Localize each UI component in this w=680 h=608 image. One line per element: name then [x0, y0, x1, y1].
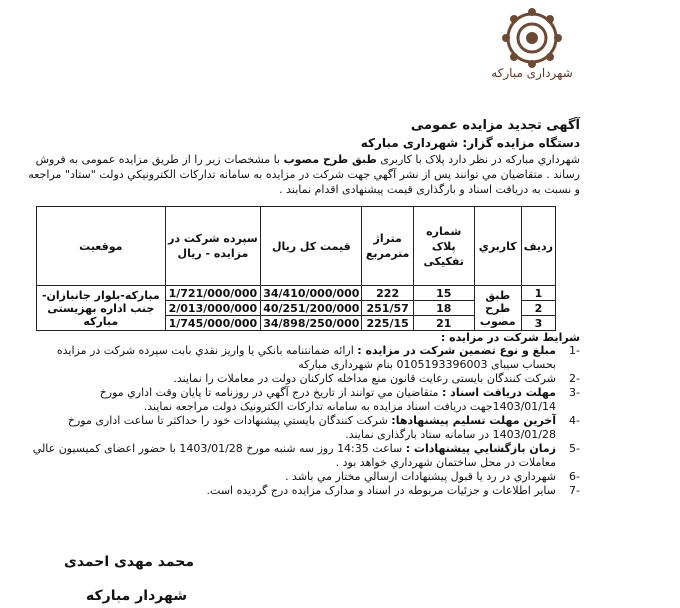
- item-text: ارائه ضمانتنامه بانکي یا واریز نقدي بابت سپرده شرکت در مزایده بحساب سیبای 0105193396003 بنام شهرداری مبارکه: [56, 344, 556, 371]
- cell-price: 40/251/200/000: [261, 301, 362, 316]
- cell-plate: 18: [413, 301, 474, 316]
- signatory-title: شهردار مبارکه: [86, 588, 187, 604]
- cell-area: 251/57: [362, 301, 413, 316]
- table-row: [37, 286, 556, 301]
- item-number: -4: [569, 414, 580, 427]
- item-text: سایر اطلاعات و جزئیات مربوطه در اسناد و مدارک مزایده درج گردیده است.: [206, 484, 556, 497]
- header-area: متراژ مترمربع: [362, 207, 413, 286]
- list-item: [20, 386, 580, 414]
- page-title: آگهی تجدید مزایده عمومی: [410, 118, 580, 133]
- item-number: -3: [569, 386, 580, 399]
- item-number: -1: [569, 344, 580, 357]
- cell-price: 34/410/000/000: [261, 286, 362, 301]
- table-header-row: [37, 207, 556, 286]
- header-price: قیمت کل ریال: [261, 207, 362, 286]
- item-number: -6: [569, 470, 580, 483]
- conditions-heading: شرایط شرکت در مزایده :: [440, 331, 580, 344]
- list-item: [20, 344, 580, 372]
- item-label: آخرین مهلت تسلیم پیشنهادها:: [391, 414, 556, 427]
- item-number: -2: [569, 372, 580, 385]
- item-number: -7: [569, 484, 580, 497]
- item-label: زمان بازگشایي پیشنهادات :: [405, 442, 556, 455]
- header-row-number: ردیف: [521, 207, 555, 286]
- cell-row-number: 1: [521, 286, 555, 301]
- conditions-list: [20, 344, 580, 498]
- signatory-name: محمد مهدی احمدی: [64, 554, 194, 570]
- intro-emphasis: طبق طرح مصوب: [283, 153, 377, 166]
- intro-before: شهرداري مبارکه در نظر دارد پلاک با کاربری: [380, 153, 580, 166]
- organizer-label: دستگاه مزایده گزار:: [462, 136, 580, 150]
- item-text: شرکت کنندگان بایستی رعایت قانون منع مداخله کارکنان دولت در معاملات را نمایند.: [173, 372, 556, 385]
- organizer-name: شهرداری مبارکه: [360, 136, 459, 150]
- organizer-line: [361, 136, 580, 150]
- logo-caption: شهرداری مبارکه: [491, 66, 573, 80]
- cell-plate: 21: [413, 316, 474, 331]
- cell-deposit: 2/013/000/000: [165, 301, 261, 316]
- cell-usage: طبق طرح مصوب: [474, 286, 521, 331]
- item-text: متقاضیان مي توانند از تاریخ درج آگهي در روزنامه تا پایان وقت اداري مورخ 1403/01/14جهت دریافت اسناد مزایده به سامانه تدارکات الکترونیک دولت مراجعه نمایند.: [99, 386, 556, 413]
- cell-row-number: 2: [521, 301, 555, 316]
- logo-emblem-icon: [500, 8, 564, 68]
- header-deposit: سپرده شرکت در مزایده - ریال: [165, 207, 261, 286]
- cell-price: 34/898/250/000: [261, 316, 362, 331]
- cell-deposit: 1/745/000/000: [165, 316, 261, 331]
- cell-row-number: 3: [521, 316, 555, 331]
- municipality-logo: [482, 8, 582, 92]
- auction-table: [36, 206, 556, 331]
- cell-location: مبارکه-بلوار جانبازان-جنب اداره بهزیستی مبارکه: [37, 286, 166, 331]
- cell-area: 222: [362, 286, 413, 301]
- cell-deposit: 1/721/000/000: [165, 286, 261, 301]
- intro-paragraph: [20, 152, 580, 197]
- item-label: مهلت دریافت اسناد :: [441, 386, 556, 399]
- item-text: ساعت 14:35 روز سه شنبه مورخ 1403/01/28 با حضور اعضای کمیسیون عالي معاملات در محل ساختمان شهرداري خواهد بود .: [32, 442, 556, 469]
- item-number: -5: [569, 442, 580, 455]
- cell-plate: 15: [413, 286, 474, 301]
- header-plate: شماره پلاک تفکیکی: [413, 207, 474, 286]
- list-item: [20, 442, 580, 470]
- list-item: [20, 414, 580, 442]
- list-item: [20, 470, 580, 484]
- item-text: شهرداري در رد یا قبول پیشنهادات ارسالي مختار مي باشد .: [285, 470, 556, 483]
- intro-after: با مشخصات زیر را از طریق مزایده عمومی به فروش رساند . متقاضیان مي توانند پس از نشر آگهي جهت شرکت در مزایده به سامانه تدارکات الکترونیکي دولت "ستاد" مراجعه و نسبت به دریافت اسناد و بارگذاری قیمت پیشنهادی اقدام نمایند .: [28, 153, 580, 196]
- item-label: مبلغ و نوع تضمین شرکت در مزایده :: [357, 344, 556, 357]
- header-usage: کاربري: [474, 207, 521, 286]
- list-item: [20, 372, 580, 386]
- item-text: شرکت کنندگان بایستي پیشنهادات خود را حداکثر تا ساعت اداری مورخ 1403/01/28 در سامانه ستاد بارگذاری نمایند.: [67, 414, 556, 441]
- list-item: [20, 484, 580, 498]
- cell-area: 225/15: [362, 316, 413, 331]
- header-location: موقعیت: [37, 207, 166, 286]
